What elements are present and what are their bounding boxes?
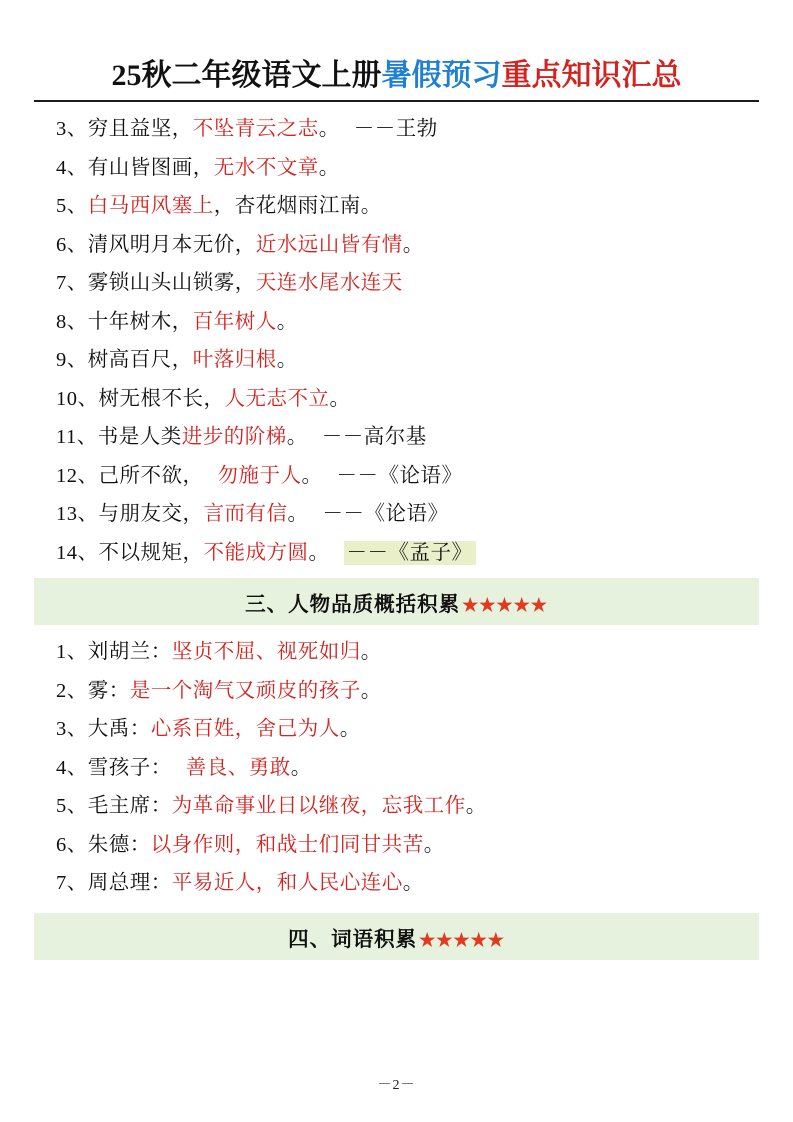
section-heading-3-text: 三、人物品质概括积累 — [245, 594, 461, 616]
item-number: 5、 — [56, 795, 88, 817]
item-text-black: 己所不欲， — [98, 464, 204, 487]
item-text-black-2: 。 — [276, 349, 298, 371]
item-attribution: －－《孟子》 — [344, 541, 476, 565]
item-text-black: 树高百尺， — [87, 349, 193, 371]
list-item — [56, 303, 759, 342]
item-tail: 。 — [402, 872, 424, 894]
list-item — [56, 418, 759, 457]
item-text-red: 为革命事业日以继夜，忘我工作 — [171, 795, 466, 817]
item-number: 3、 — [56, 718, 88, 740]
character-quality-list — [34, 633, 759, 903]
list-item — [56, 710, 759, 749]
list-item — [56, 864, 759, 903]
item-text-black: 雾锁山头山锁雾， — [87, 272, 256, 294]
item-number: 6、 — [56, 233, 88, 256]
item-text-red: 心系百姓，舍己为人 — [150, 718, 340, 740]
item-text-red: 不坠青云之志 — [192, 118, 319, 140]
page-title — [34, 58, 759, 102]
item-text-red: 无水不文章 — [213, 156, 319, 179]
item-number: 7、 — [56, 872, 88, 894]
item-text-red: 善良、勇敢 — [185, 756, 291, 779]
item-number: 11、 — [56, 426, 98, 448]
item-number: 6、 — [56, 833, 88, 856]
item-text-red: 不能成方圆 — [203, 541, 309, 564]
item-number: 3、 — [56, 118, 88, 140]
item-number: 14、 — [56, 541, 99, 564]
list-item — [56, 749, 759, 788]
item-name: 朱德： — [87, 833, 151, 856]
item-number: 1、 — [56, 641, 88, 663]
item-tail: 。 — [360, 679, 382, 702]
item-text-black: 书是人类 — [97, 426, 182, 448]
item-text-red: 平易近人，和人民心连心 — [171, 872, 403, 894]
item-tail: 。 — [360, 641, 382, 663]
list-item — [56, 633, 759, 672]
item-text-red: 坚贞不屈、视死如归 — [171, 641, 361, 663]
item-tail: 。 — [339, 718, 361, 740]
section-heading-4-text: 四、词语积累 — [288, 928, 418, 951]
item-tail: 。 — [465, 795, 487, 817]
section-heading-4 — [34, 913, 759, 960]
item-text-black-2: 。 — [308, 541, 330, 564]
star-rating-icon: ★★★★★ — [462, 595, 548, 615]
list-item — [56, 226, 759, 265]
title-part-1: 25秋二年级语文上册 — [111, 59, 382, 92]
item-text-black-2: 。 — [276, 310, 298, 333]
item-text-red: 勿施于人 — [217, 464, 302, 487]
list-item — [56, 672, 759, 711]
item-text-black: 穷且益坚， — [87, 118, 193, 140]
item-text-black: 树无根不长， — [98, 387, 225, 410]
item-number: 4、 — [56, 156, 88, 179]
item-name: 周总理： — [87, 872, 172, 894]
title-part-3: 重点知识汇总 — [501, 59, 682, 92]
item-text-black-2: 。 — [318, 118, 340, 140]
item-attribution: －－《论语》 — [322, 503, 449, 525]
item-number: 12、 — [56, 464, 99, 487]
item-text-black: 十年树木， — [87, 310, 193, 333]
item-tail: 。 — [423, 833, 445, 856]
list-item — [56, 110, 759, 149]
proverb-list — [34, 110, 759, 572]
star-rating-icon: ★★★★★ — [419, 929, 505, 950]
item-name: 大禹： — [87, 718, 151, 740]
item-text-red: 人无志不立 — [224, 387, 330, 410]
item-number: 4、 — [56, 756, 88, 779]
item-text-black: ，杏花烟雨江南。 — [213, 195, 382, 217]
item-text-red: 白马西风塞上 — [87, 195, 214, 217]
item-name: 毛主席： — [87, 795, 172, 817]
item-attribution: －－王勃 — [353, 118, 438, 140]
list-item — [56, 534, 759, 573]
item-text-black-2: 。 — [329, 387, 351, 410]
item-name: 雪孩子： — [87, 756, 172, 779]
item-text-red: 近水远山皆有情 — [255, 233, 403, 256]
item-number: 13、 — [56, 503, 99, 525]
item-text-red: 言而有信 — [203, 503, 288, 525]
list-item — [56, 457, 759, 496]
item-number: 9、 — [56, 349, 88, 371]
list-item — [56, 495, 759, 534]
item-number: 10、 — [56, 387, 99, 410]
list-item — [56, 341, 759, 380]
item-number: 8、 — [56, 310, 88, 333]
item-text-red: 天连水尾水连天 — [255, 272, 403, 294]
item-text-red: 叶落归根 — [192, 349, 277, 371]
item-text-black: 有山皆图画， — [87, 156, 214, 179]
item-number: 7、 — [56, 272, 88, 294]
item-number: 5、 — [56, 195, 88, 217]
list-item — [56, 187, 759, 226]
item-text-black-2: 。 — [402, 233, 424, 256]
title-part-2: 暑假预习 — [381, 59, 502, 92]
list-item — [56, 787, 759, 826]
item-text-black-2: 。 — [301, 464, 323, 487]
item-text-black-2: 。 — [318, 156, 340, 179]
item-number: 2、 — [56, 679, 88, 702]
item-name: 刘胡兰： — [87, 641, 172, 663]
list-item — [56, 149, 759, 188]
item-text-black-2: 。 — [287, 503, 309, 525]
item-text-black: 与朋友交， — [98, 503, 204, 525]
item-attribution: －－《论语》 — [336, 464, 463, 487]
list-item — [56, 264, 759, 303]
item-text-red: 百年树人 — [192, 310, 277, 333]
list-item — [56, 826, 759, 865]
item-text-red: 以身作则，和战士们同甘共苦 — [150, 833, 424, 856]
item-tail: 。 — [290, 756, 312, 779]
item-text-red: 是一个淘气又顽皮的孩子 — [129, 679, 361, 702]
list-item — [56, 380, 759, 419]
item-text-black: 清风明月本无价， — [87, 233, 256, 256]
item-text-black-2: 。 — [286, 426, 308, 448]
item-text-black: 不以规矩， — [98, 541, 204, 564]
item-text-red: 进步的阶梯 — [181, 426, 287, 448]
item-attribution: －－高尔基 — [321, 426, 427, 448]
item-name: 雾： — [87, 679, 130, 702]
page-number: －2－ — [377, 1078, 416, 1093]
section-heading-3 — [34, 578, 759, 625]
